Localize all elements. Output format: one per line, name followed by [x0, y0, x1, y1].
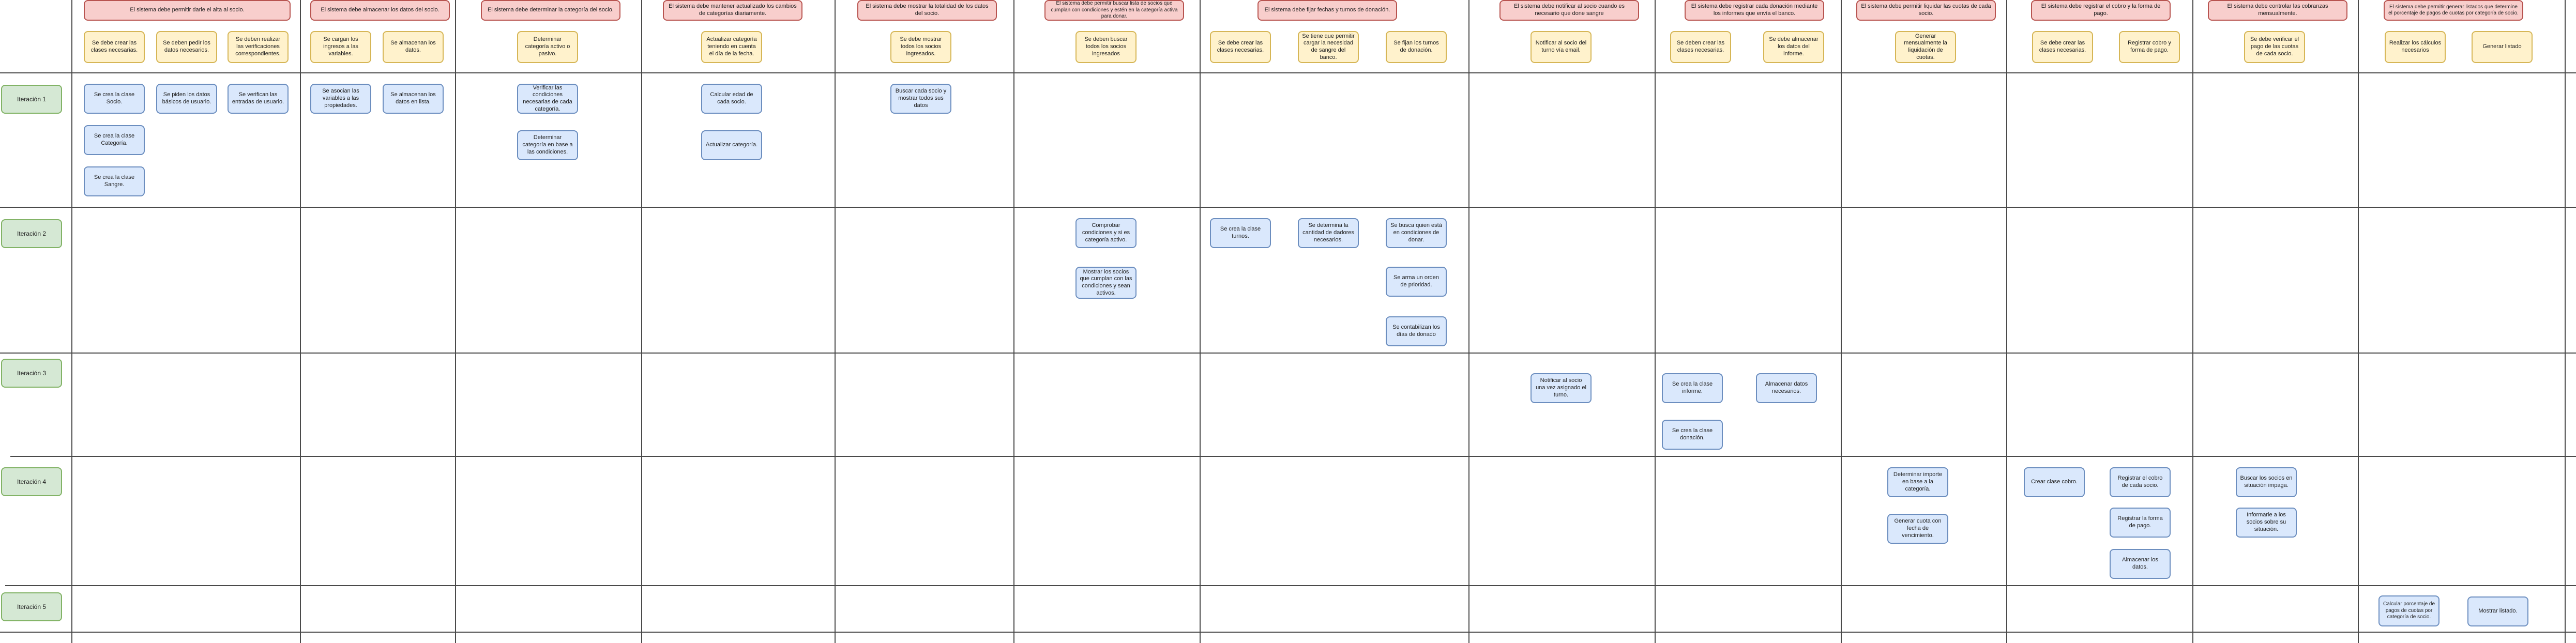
task-card: Se almacenan los datos en lista.	[383, 84, 444, 114]
subtask-card: Se deben pedir los datos necesarios.	[156, 31, 217, 63]
requirement-card: El sistema debe fijar fechas y turnos de donación.	[1257, 0, 1397, 21]
task-card: Se arma un orden de prioridad.	[1386, 267, 1447, 297]
column-divider	[641, 0, 642, 643]
subtask-card: Determinar categoría activo o pasivo.	[517, 31, 578, 63]
subtask-card: Se debe mostrar todos los socios ingresados.	[890, 31, 951, 63]
row-divider	[5, 585, 2576, 586]
column-divider	[71, 0, 72, 643]
subtask-card: Se debe crear las clases necesarias.	[1210, 31, 1271, 63]
task-card: Notificar al socio una vez asignado el turno.	[1531, 373, 1592, 403]
column-divider	[1200, 0, 1201, 643]
requirement-card: El sistema debe almacenar los datos del socio.	[310, 0, 450, 21]
task-card: Determinar categoría en base a las condiciones.	[517, 130, 578, 160]
subtask-card: Se tiene que permitir cargar la necesidad de sangre del banco.	[1298, 31, 1359, 63]
row-divider	[0, 353, 2576, 354]
requirement-card: El sistema debe determinar la categoría del socio.	[481, 0, 620, 21]
subtask-card: Realizar los cálculos necesarios	[2385, 31, 2446, 63]
requirement-card: El sistema debe controlar las cobranzas mensualmente.	[2208, 0, 2347, 21]
subtask-card: Notificar al socio del turno vía email.	[1531, 31, 1592, 63]
subtask-card: Se deben buscar todos los socios ingresados	[1075, 31, 1137, 63]
subtask-card: Se debe verificar el pago de las cuotas de cada socio.	[2244, 31, 2305, 63]
task-card: Verificar las condiciones necesarias de cada categoría.	[517, 84, 578, 114]
column-divider	[1013, 0, 1014, 643]
requirement-card: El sistema debe permitir buscar lista de socios que cumplan con condiciones y estén en la categoría activa para donar.	[1044, 0, 1184, 21]
task-card: Se crea la clase Sangre.	[84, 166, 145, 196]
iteration-label: Iteración 4	[1, 467, 62, 496]
task-card: Se verifican las entradas de usuario.	[228, 84, 289, 114]
requirement-card: El sistema debe permitir liquidar las cuotas de cada socio.	[1856, 0, 1996, 21]
column-divider	[2565, 0, 2566, 643]
task-card: Se contabilizan los días de donado	[1386, 316, 1447, 346]
iteration-label: Iteración 2	[1, 219, 62, 248]
subtask-card: Se deben realizar las verificaciones correspondientes.	[228, 31, 289, 63]
iteration-label: Iteración 3	[1, 359, 62, 388]
row-divider	[0, 72, 2576, 73]
task-card: Buscar cada socio y mostrar todos sus datos	[890, 84, 951, 114]
column-divider	[1468, 0, 1469, 643]
column-divider	[1655, 0, 1656, 643]
requirement-card: El sistema debe registrar el cobro y la forma de pago.	[2031, 0, 2171, 21]
column-divider	[455, 0, 456, 643]
requirement-card: El sistema debe permitir darle el alta al socio.	[84, 0, 291, 21]
task-card: Comprobar condiciones y si es categoría activo.	[1075, 218, 1137, 248]
task-card: Calcular porcentaje de pagos de cuotas por categoría de socio.	[2378, 595, 2439, 626]
task-card: Buscar los socios en situación impaga.	[2236, 467, 2297, 497]
subtask-card: Generar listado	[2472, 31, 2533, 63]
iteration-label: Iteración 1	[1, 85, 62, 114]
column-divider	[2192, 0, 2193, 643]
iteration-label: Iteración 5	[1, 592, 62, 621]
task-card: Mostrar los socios que cumplan con las condiciones y sean activos.	[1075, 267, 1137, 299]
task-card: Actualizar categoría.	[701, 130, 762, 160]
task-card: Se piden los datos básicos de usuario.	[156, 84, 217, 114]
task-card: Se busca quien está en condiciones de donar.	[1386, 218, 1447, 248]
column-divider	[2358, 0, 2359, 643]
task-card: Se determina la cantidad de dadores necesarios.	[1298, 218, 1359, 248]
task-card: Mostrar listado.	[2467, 596, 2528, 626]
task-card: Se crea la clase informe.	[1662, 373, 1723, 403]
subtask-card: Se deben crear las clases necesarias.	[1670, 31, 1731, 63]
row-divider	[10, 456, 2576, 457]
subtask-card: Registrar cobro y forma de pago.	[2119, 31, 2180, 63]
subtask-card: Actualizar categoría teniendo en cuenta el día de la fecha.	[701, 31, 762, 63]
task-card: Se crea la clase donación.	[1662, 420, 1723, 450]
task-card: Almacenar datos necesarios.	[1756, 373, 1817, 403]
subtask-card: Se debe crear las clases necesarias.	[84, 31, 145, 63]
subtask-card: Se fijan los turnos de donación.	[1386, 31, 1447, 63]
task-card: Generar cuota con fecha de vencimiento.	[1887, 514, 1948, 544]
requirement-card: El sistema debe mostrar la totalidad de los datos del socio.	[857, 0, 997, 21]
task-card: Calcular edad de cada socio.	[701, 84, 762, 114]
column-divider	[300, 0, 301, 643]
task-card: Registrar el cobro de cada socio.	[2110, 467, 2171, 497]
row-divider	[0, 632, 2576, 633]
task-card: Se crea la clase turnos.	[1210, 218, 1271, 248]
column-divider	[1841, 0, 1842, 643]
task-card: Almacenar los datos.	[2110, 549, 2171, 579]
subtask-card: Se debe crear las clases necesarias.	[2032, 31, 2093, 63]
task-card: Determinar importe en base a la categoría.	[1887, 467, 1948, 497]
task-card: Registrar la forma de pago.	[2110, 508, 2171, 538]
requirement-card: El sistema debe notificar al socio cuando es necesario que done sangre	[1499, 0, 1639, 21]
requirement-card: El sistema debe registrar cada donación mediante los informes que envía el banco.	[1685, 0, 1824, 21]
subtask-card: Generar mensualmente la liquidación de cuotas.	[1895, 31, 1956, 63]
task-card: Crear clase cobro.	[2024, 467, 2085, 497]
column-divider	[835, 0, 836, 643]
subtask-card: Se cargan los ingresos a las variables.	[310, 31, 371, 63]
column-divider	[2006, 0, 2007, 643]
task-card: Se crea la clase Socio.	[84, 84, 145, 114]
task-card: Se crea la clase Categoría.	[84, 125, 145, 155]
row-divider	[0, 207, 2576, 208]
requirement-card: El sistema debe mantener actualizado los cambios de categorías diariamente.	[663, 0, 802, 21]
task-card: Informarle a los socios sobre su situación.	[2236, 508, 2297, 538]
subtask-card: Se almacenan los datos.	[383, 31, 444, 63]
requirement-card: El sistema debe permitir generar listados que determine el porcentaje de pagos de cuotas por categoría de socio.	[2384, 0, 2523, 21]
subtask-card: Se debe almacenar los datos del informe.	[1763, 31, 1824, 63]
task-card: Se asocian las variables a las propiedades.	[310, 84, 371, 114]
